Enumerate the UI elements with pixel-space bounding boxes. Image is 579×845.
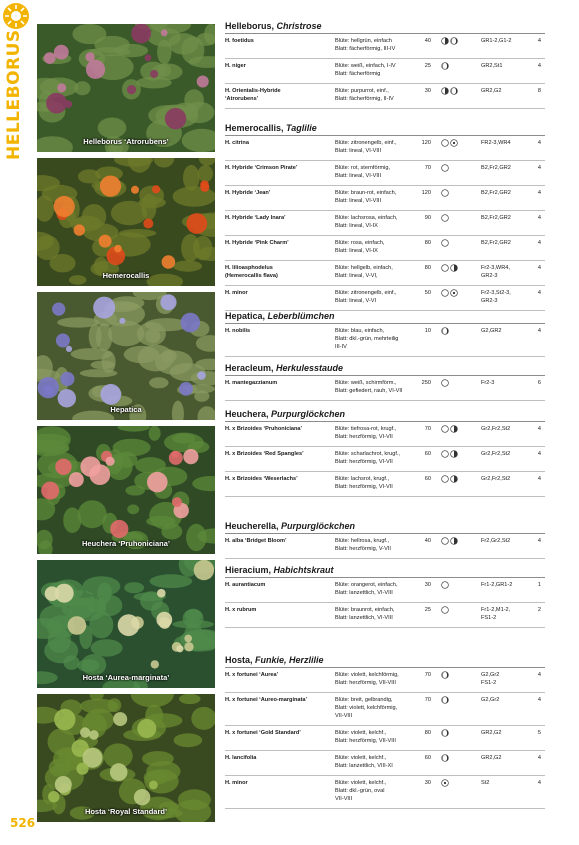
photo-caption: Hemerocallis — [102, 271, 150, 280]
genus-name: Hieracium, — [225, 565, 274, 575]
plant-description: Blüte: weiß, einfach, I-IV Blatt: fächerförmig — [335, 63, 396, 77]
light-requirement — [441, 379, 471, 388]
full-sun-icon — [441, 139, 449, 147]
genus-common-name: Taglilie — [286, 123, 317, 133]
genus-group — [225, 408, 545, 497]
genus-group — [225, 564, 545, 628]
habitat-code: Gr2,Fr2,St2 — [481, 451, 511, 457]
light-requirement — [441, 164, 471, 173]
plant-height: 30 — [424, 780, 431, 786]
plant-height: 80 — [424, 240, 431, 246]
genus-group — [225, 654, 545, 809]
plant-description: Blüte: rot, sternförmig, Blatt: lineal, VI-VIII — [335, 165, 391, 179]
plants-per-sqm: 4 — [537, 240, 541, 246]
plant-row — [225, 693, 545, 726]
plant-row — [225, 776, 545, 809]
plant-name: H. lancifolia — [225, 755, 257, 761]
full-sun-icon — [441, 606, 449, 614]
habitat-code: Gr2,Fr2,St2 — [481, 426, 511, 432]
light-requirement — [441, 264, 471, 273]
plants-per-sqm: 4 — [537, 215, 541, 221]
habitat-code: G2,Gr2 — [481, 697, 500, 703]
plant-description: Blüte: violett, kelchf., Blatt: dkl.-grün, oval VII-VIII — [335, 780, 387, 802]
plant-description: Blüte: zitronengelb, einf., Blatt: lineal, VI-VIII — [335, 140, 397, 154]
photo-caption: Hosta ‘Aurea-marginata’ — [82, 673, 170, 682]
full-sun-icon — [441, 189, 449, 197]
plant-name: H. nobilis — [225, 328, 251, 334]
genus-group — [225, 122, 545, 311]
plant-name: H. x rubrum — [225, 607, 257, 613]
plant-photo — [37, 560, 215, 688]
light-requirement — [441, 671, 471, 680]
plant-name: H. x fortunei ‘Aurea’ — [225, 672, 279, 678]
full-sun-icon — [441, 379, 449, 387]
full-sun-icon — [441, 475, 449, 483]
plant-height: 30 — [424, 582, 431, 588]
light-requirement — [441, 425, 471, 434]
genus-heading — [225, 362, 545, 376]
habitat-code: G2,GR2 — [481, 328, 502, 334]
plant-description: Blüte: purpurrot, einf., Blatt: fächerförmig, II-IV — [335, 88, 394, 102]
plants-per-sqm: 6 — [537, 380, 541, 386]
full-sun-icon — [441, 425, 449, 433]
habitat-code: St2 — [481, 780, 490, 786]
plant-photo — [37, 158, 215, 286]
plant-photo-image — [37, 24, 215, 152]
genus-heading — [225, 122, 545, 136]
light-requirement — [441, 696, 471, 705]
habitat-code: Fr2-3,WR4, GR2-3 — [481, 265, 510, 279]
plant-row — [225, 34, 545, 59]
plant-description: Blüte: tiefrosa-rot, krugf., Blatt: herzförmig, VI-VII — [335, 426, 397, 440]
genus-heading — [225, 20, 545, 34]
genus-name: Hepatica, — [225, 311, 268, 321]
plant-height: 60 — [424, 451, 431, 457]
plant-photo-image — [37, 158, 215, 286]
plants-per-sqm: 4 — [537, 451, 541, 457]
genus-group — [225, 362, 545, 401]
plants-per-sqm: 4 — [537, 265, 541, 271]
plant-photo — [37, 426, 215, 554]
full-sun-icon — [441, 239, 449, 247]
genus-common-name: Purpurglöckchen — [281, 521, 356, 531]
habitat-code: B2,Fr2,GR2 — [481, 215, 511, 221]
genus-name: Heracleum, — [225, 363, 277, 373]
light-requirement — [441, 327, 471, 336]
plants-per-sqm: 4 — [537, 38, 541, 44]
plant-row — [225, 261, 545, 286]
plant-row — [225, 578, 545, 603]
plant-name: H. minor — [225, 780, 248, 786]
habitat-code: FR2-3,WR4 — [481, 140, 511, 146]
shade-icon — [441, 729, 449, 737]
plant-height: 25 — [424, 607, 431, 613]
light-requirement — [441, 606, 471, 615]
plants-per-sqm: 4 — [537, 290, 541, 296]
plant-height: 40 — [424, 38, 431, 44]
half-shade-icon — [450, 475, 458, 483]
plant-height: 80 — [424, 265, 431, 271]
plant-height: 70 — [424, 672, 431, 678]
genus-group — [225, 520, 545, 559]
genus-common-name: Leberblümchen — [267, 311, 335, 321]
plant-name: H. minor — [225, 290, 248, 296]
plant-height: 70 — [424, 165, 431, 171]
genus-heading — [225, 310, 545, 324]
light-requirement — [441, 189, 471, 198]
plants-per-sqm: 4 — [537, 780, 541, 786]
habitat-code: GR1-2,G1-2 — [481, 38, 512, 44]
plant-photo-image — [37, 560, 215, 688]
plant-row — [225, 186, 545, 211]
genus-heading — [225, 520, 545, 534]
plants-per-sqm: 4 — [537, 165, 541, 171]
sun-dot-icon — [441, 779, 449, 787]
plants-per-sqm: 1 — [537, 582, 541, 588]
plant-row — [225, 324, 545, 357]
shade-icon — [441, 327, 449, 335]
habitat-code: Fr1-2,GR1-2 — [481, 582, 513, 588]
plant-row — [225, 211, 545, 236]
plant-row — [225, 534, 545, 559]
plant-description: Blüte: rosa, einfach, Blatt: lineal, VI-IX — [335, 240, 385, 254]
plant-row — [225, 726, 545, 751]
plant-row — [225, 751, 545, 776]
genus-common-name: Christrose — [276, 21, 322, 31]
plants-per-sqm: 8 — [537, 88, 541, 94]
shade-icon — [441, 754, 449, 762]
genus-group — [225, 310, 545, 357]
half-shade-icon — [450, 537, 458, 545]
light-requirement — [441, 475, 471, 484]
shade-icon — [450, 37, 458, 45]
light-requirement — [441, 450, 471, 459]
plants-per-sqm: 4 — [537, 328, 541, 334]
plants-per-sqm: 2 — [537, 607, 541, 613]
plant-description: Blüte: weiß, schirmförm., Blatt: gefiedert, rauh, VI-VII — [335, 380, 403, 394]
half-shade-icon — [450, 425, 458, 433]
plant-row — [225, 422, 545, 447]
plant-description: Blüte: orangerot, einfach, Blatt: lanzettlich, VI-VIII — [335, 582, 398, 596]
plant-name: H. Hybride ‘Crimson Pirate’ — [225, 165, 298, 171]
plants-per-sqm: 4 — [537, 190, 541, 196]
plant-description: Blüte: violett, kelchf., Blatt: lanzettlich, VIII-XI — [335, 755, 393, 769]
shade-icon — [441, 696, 449, 704]
habitat-code: Fr2-3 — [481, 380, 495, 386]
plant-photo-image — [37, 694, 215, 822]
plant-name: H. x Brizoides ‘Pruhoniciana’ — [225, 426, 303, 432]
plant-height: 60 — [424, 476, 431, 482]
shade-icon — [441, 671, 449, 679]
plant-row — [225, 236, 545, 261]
full-sun-icon — [441, 214, 449, 222]
plant-name: H. x Brizoides ‘Red Spangles’ — [225, 451, 304, 457]
light-requirement — [441, 754, 471, 763]
habitat-code: B2,Fr2,GR2 — [481, 190, 511, 196]
full-sun-icon — [441, 450, 449, 458]
light-requirement — [441, 87, 471, 96]
sidebar-strip — [0, 0, 34, 845]
genus-heading — [225, 654, 545, 668]
plant-name: H. Orientalis-Hybride ‘Atrorubens’ — [225, 88, 281, 102]
photo-caption: Heuchera ‘Pruhoniciana’ — [82, 539, 170, 548]
plant-height: 90 — [424, 215, 431, 221]
plant-row — [225, 668, 545, 693]
light-requirement — [441, 537, 471, 546]
habitat-code: B2,Fr2,GR2 — [481, 240, 511, 246]
full-sun-icon — [441, 289, 449, 297]
plants-per-sqm: 4 — [537, 755, 541, 761]
habitat-code: Fr2-3,St2-3, GR2-3 — [481, 290, 511, 304]
plant-name: H. citrina — [225, 140, 249, 146]
plant-name: H. x fortunei ‘Gold Standard’ — [225, 730, 301, 736]
genus-common-name: Purpurglöckchen — [271, 409, 346, 419]
full-sun-icon — [441, 581, 449, 589]
habitat-code: G2,Gr2 FS1-2 — [481, 672, 500, 686]
plant-description: Blüte: braun-rot, einfach, Blatt: lineal, VI-VIII — [335, 190, 397, 204]
plant-row — [225, 447, 545, 472]
plant-height: 70 — [424, 697, 431, 703]
habitat-code: GR2,G2 — [481, 755, 502, 761]
plants-per-sqm: 4 — [537, 426, 541, 432]
habitat-code: GR2,St1 — [481, 63, 503, 69]
plant-description: Blüte: violett, kelchf., Blatt: herzförmig, VII-VIII — [335, 730, 396, 744]
plant-height: 30 — [424, 88, 431, 94]
full-sun-icon — [441, 537, 449, 545]
plant-description: Blüte: hellrosa, krugf., Blatt: herzförmig, V-VII — [335, 538, 391, 552]
plant-name: H. Hybride ‘Jean’ — [225, 190, 271, 196]
plant-name: H. mantegazzianum — [225, 380, 278, 386]
habitat-code: GR2,G2 — [481, 88, 502, 94]
sun-dot-icon — [450, 139, 458, 147]
shade-icon — [450, 87, 458, 95]
plant-photo — [37, 24, 215, 152]
plant-height: 60 — [424, 755, 431, 761]
light-requirement — [441, 62, 471, 71]
plant-photo-image — [37, 426, 215, 554]
habitat-code: Gr2,Fr2,St2 — [481, 476, 511, 482]
plant-description: Blüte: violett, kelchförmig, Blatt: herzförmig, VII-VIII — [335, 672, 399, 686]
section-title: HELLEBORUS — [4, 29, 24, 160]
plant-photo — [37, 292, 215, 420]
genus-group — [225, 20, 545, 109]
plant-photo-image — [37, 292, 215, 420]
half-shade-icon — [441, 37, 449, 45]
plants-per-sqm: 4 — [537, 63, 541, 69]
plant-description: Blüte: breit, gelbrandig, Blatt: violett, kelchförmig, VII-VIII — [335, 697, 398, 719]
photo-column — [37, 24, 215, 828]
plants-per-sqm: 4 — [537, 672, 541, 678]
half-shade-icon — [450, 264, 458, 272]
light-requirement — [441, 239, 471, 248]
genus-name: Heucherella, — [225, 521, 282, 531]
genus-common-name: Habichtskraut — [273, 565, 334, 575]
plant-name: H. niger — [225, 63, 246, 69]
half-shade-icon — [450, 450, 458, 458]
light-requirement — [441, 214, 471, 223]
photo-caption: Hepatica — [110, 405, 142, 414]
plant-name: H. Hybride ‘Pink Charm’ — [225, 240, 289, 246]
plant-height: 40 — [424, 538, 431, 544]
page-number: 526 — [10, 816, 36, 830]
genus-name: Helleborus, — [225, 21, 277, 31]
plant-height: 70 — [424, 426, 431, 432]
plant-description: Blüte: zitronengelb, einf., Blatt: lineal, V-VI — [335, 290, 397, 304]
plant-photo — [37, 694, 215, 822]
plant-description: Blüte: lachsrosa, einfach, Blatt: lineal, VI-IX — [335, 215, 398, 229]
plant-name: H. alba ‘Bridget Bloom’ — [225, 538, 287, 544]
plants-per-sqm: 4 — [537, 140, 541, 146]
plant-name: H. Hybride ‘Lady Inara’ — [225, 215, 286, 221]
light-requirement — [441, 139, 471, 148]
plants-per-sqm: 4 — [537, 538, 541, 544]
plant-height: 120 — [421, 140, 431, 146]
plant-height: 250 — [421, 380, 431, 386]
plant-description: Blüte: hellgelb, einfach, Blatt: lineal, V-VI, — [335, 265, 393, 279]
plant-row — [225, 59, 545, 84]
sun-badge-icon — [2, 2, 30, 30]
sun-dot-icon — [450, 289, 458, 297]
full-sun-icon — [441, 264, 449, 272]
plant-height: 25 — [424, 63, 431, 69]
photo-caption: Helleborus ‘Atrorubens’ — [83, 137, 169, 146]
genus-heading — [225, 408, 545, 422]
half-shade-icon — [441, 87, 449, 95]
habitat-code: GR2,G2 — [481, 730, 502, 736]
plant-row — [225, 161, 545, 186]
plant-height: 80 — [424, 730, 431, 736]
plant-name: H. x Brizoides ‘Weserlachs’ — [225, 476, 298, 482]
light-requirement — [441, 581, 471, 590]
light-requirement — [441, 37, 471, 46]
photo-caption: Hosta ‘Royal Standard’ — [84, 807, 168, 816]
plant-description: Blüte: lachsrot, krugf., Blatt: herzförmig, VI-VII — [335, 476, 393, 490]
plant-description: Blüte: braunrot, einfach, Blatt: lanzettlich, VI-VIII — [335, 607, 395, 621]
plant-name: H. foetidus — [225, 38, 254, 44]
plant-row — [225, 376, 545, 401]
genus-name: Heuchera, — [225, 409, 272, 419]
plant-description: Blüte: scharlachrot, krugf., Blatt: herzförmig, VI-VII — [335, 451, 400, 465]
light-requirement — [441, 289, 471, 298]
plant-height: 50 — [424, 290, 431, 296]
plant-description: Blüte: blau, einfach, Blatt: dkl.-grün, mehrteilig III-IV — [335, 328, 399, 350]
habitat-code: Fr2,Gr2,St2 — [481, 538, 511, 544]
full-sun-icon — [441, 164, 449, 172]
genus-name: Hosta, — [225, 655, 256, 665]
light-requirement — [441, 729, 471, 738]
plant-row — [225, 136, 545, 161]
plant-row — [225, 84, 545, 109]
plants-per-sqm: 4 — [537, 697, 541, 703]
plant-name: H. lilioasphodelus (Hemerocallis flava) — [225, 265, 278, 279]
habitat-code: Fr1-2,M1-2, FS1-2 — [481, 607, 511, 621]
light-requirement — [441, 779, 471, 788]
genus-name: Hemerocallis, — [225, 123, 287, 133]
plants-per-sqm: 4 — [537, 476, 541, 482]
shade-icon — [441, 62, 449, 70]
plant-height: 120 — [421, 190, 431, 196]
plant-name: H. aurantiacum — [225, 582, 266, 588]
plant-row — [225, 603, 545, 628]
genus-common-name: Herkulesstaude — [276, 363, 344, 373]
genus-common-name: Funkie, Herzlilie — [255, 655, 324, 665]
plant-row — [225, 286, 545, 311]
plant-row — [225, 472, 545, 497]
plants-per-sqm: 5 — [537, 730, 541, 736]
plant-description: Blüte: hellgrün, einfach Blatt: fächerförmig, III-IV — [335, 38, 396, 52]
habitat-code: B2,Fr2,GR2 — [481, 165, 511, 171]
plant-name: H. x fortunei ‘Aureo-marginata’ — [225, 697, 308, 703]
plant-height: 10 — [424, 328, 431, 334]
genus-heading — [225, 564, 545, 578]
